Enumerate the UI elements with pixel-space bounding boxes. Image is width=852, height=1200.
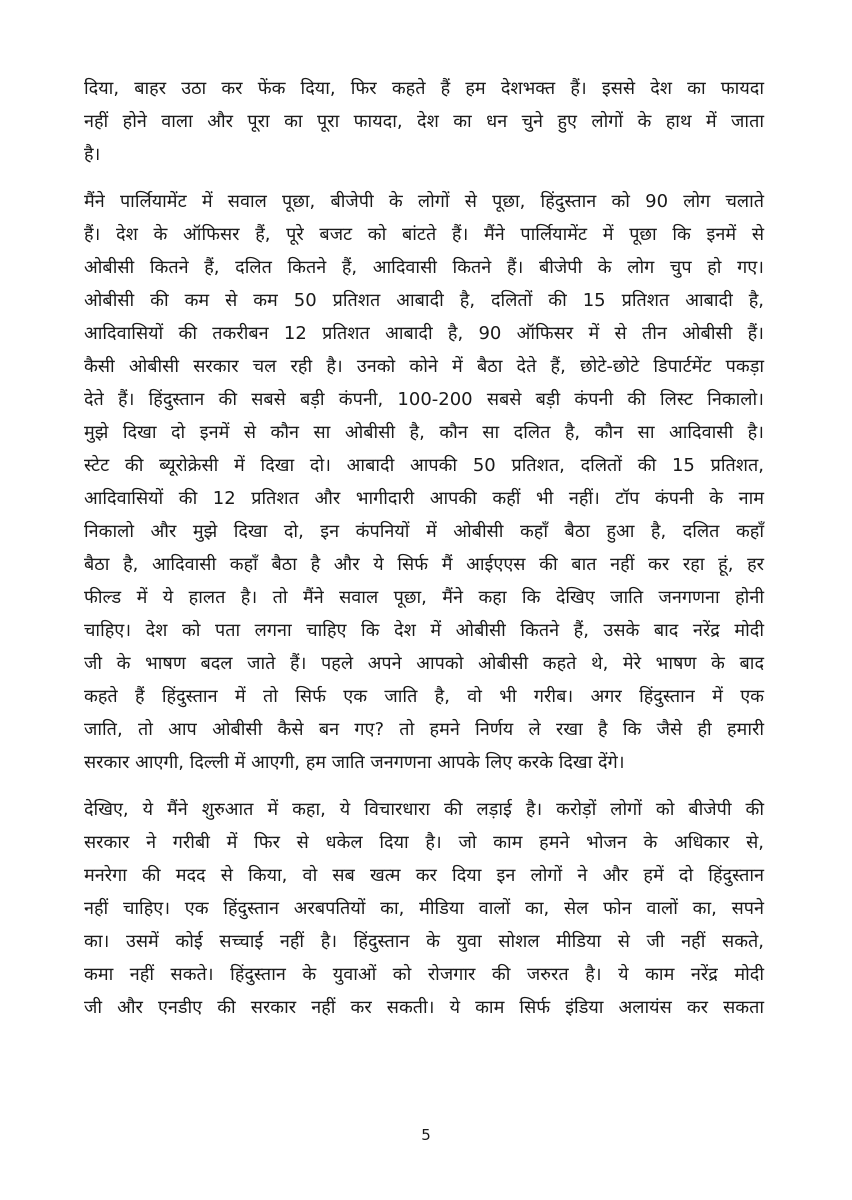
paragraph-1 xyxy=(84,72,764,171)
text-line: सरकार आएगी, दिल्ली में आएगी, हम जाति जनगणना आपके लिए करके दिखा देंगे। xyxy=(84,752,625,773)
text-line: फील्ड में ये हालत है। तो मैंने सवाल पूछा, मैंने कहा कि देखिए जाति जनगणना होनी xyxy=(84,587,764,608)
text-line: ओबीसी कितने हैं, दलित कितने हैं, आदिवासी कितने हैं। बीजेपी के लोग चुप हो गए। xyxy=(84,257,764,278)
text-line: कहते हैं हिंदुस्तान में तो सिर्फ एक जाति है, वो भी गरीब। अगर हिंदुस्तान में एक xyxy=(84,686,764,707)
text-line: आदिवासियों की तकरीबन 12 प्रतिशत आबादी है, 90 ऑफिसर में से तीन ओबीसी हैं। xyxy=(84,323,764,344)
text-line: जी के भाषण बदल जाते हैं। पहले अपने आपको ओबीसी कहते थे, मेरे भाषण के बाद xyxy=(84,653,764,674)
text-line: हैं। देश के ऑफिसर हैं, पूरे बजट को बांटते हैं। मैंने पार्लियामेंट में पूछा कि इनमें से xyxy=(84,224,764,245)
text-line: निकालो और मुझे दिखा दो, इन कंपनियों में ओबीसी कहाँ बैठा हुआ है, दलित कहाँ xyxy=(84,521,764,542)
text-line: नहीं चाहिए। एक हिंदुस्तान अरबपतियों का, मीडिया वालों का, सेल फोन वालों का, सपने xyxy=(84,898,764,919)
text-line: मनरेगा की मदद से किया, वो सब खत्म कर दिया इन लोगों ने और हमें दो हिंदुस्तान xyxy=(84,865,764,886)
text-line: दिया, बाहर उठा कर फेंक दिया, फिर कहते हैं हम देशभक्त हैं। इससे देश का फायदा xyxy=(84,78,764,99)
text-line: कैसी ओबीसी सरकार चल रही है। उनको कोने में बैठा देते हैं, छोटे-छोटे डिपार्टमेंट पकड़ा xyxy=(84,356,764,377)
text-line: देते हैं। हिंदुस्तान की सबसे बड़ी कंपनी, 100-200 सबसे बड़ी कंपनी की लिस्ट निकालो। xyxy=(84,389,764,410)
text-line: का। उसमें कोई सच्चाई नहीं है। हिंदुस्तान के युवा सोशल मीडिया से जी नहीं सकते, xyxy=(84,931,764,952)
text-line: है। xyxy=(84,144,101,165)
text-line: देखिए, ये मैंने शुरुआत में कहा, ये विचारधारा की लड़ाई है। करोड़ों लोगों को बीजेपी की xyxy=(84,799,764,820)
text-line: बैठा है, आदिवासी कहाँ बैठा है और ये सिर्फ मैं आईएएस की बात नहीं कर रहा हूं, हर xyxy=(84,554,764,575)
text-line: जी और एनडीए की सरकार नहीं कर सकती। ये काम सिर्फ इंडिया अलायंस कर सकता xyxy=(84,997,764,1018)
paragraph-3 xyxy=(84,793,764,1024)
text-line: जाति, तो आप ओबीसी कैसे बन गए? तो हमने निर्णय ले रखा है कि जैसे ही हमारी xyxy=(84,719,764,740)
page-number: 5 xyxy=(421,1126,431,1144)
text-line: मुझे दिखा दो इनमें से कौन सा ओबीसी है, कौन सा दलित है, कौन सा आदिवासी है। xyxy=(84,422,764,443)
text-line: आदिवासियों की 12 प्रतिशत और भागीदारी आपकी कहीं भी नहीं। टॉप कंपनी के नाम xyxy=(84,488,764,509)
text-line: स्टेट की ब्यूरोक्रेसी में दिखा दो। आबादी आपकी 50 प्रतिशत, दलितों की 15 प्रतिशत, xyxy=(84,455,764,476)
text-line: कमा नहीं सकते। हिंदुस्तान के युवाओं को रोजगार की जरुरत है। ये काम नरेंद्र मोदी xyxy=(84,964,764,985)
text-line: सरकार ने गरीबी में फिर से धकेल दिया है। जो काम हमने भोजन के अधिकार से, xyxy=(84,832,764,853)
paragraph-2 xyxy=(84,185,764,779)
text-line: नहीं होने वाला और पूरा का पूरा फायदा, देश का धन चुने हुए लोगों के हाथ में जाता xyxy=(84,111,764,132)
document-body xyxy=(84,72,764,1038)
text-line: चाहिए। देश को पता लगना चाहिए कि देश में ओबीसी कितने हैं, उसके बाद नरेंद्र मोदी xyxy=(84,620,764,641)
text-line: ओबीसी की कम से कम 50 प्रतिशत आबादी है, दलितों की 15 प्रतिशत आबादी है, xyxy=(84,290,764,311)
text-line: मैंने पार्लियामेंट में सवाल पूछा, बीजेपी के लोगों से पूछा, हिंदुस्तान को 90 लोग चलाते xyxy=(84,191,764,212)
